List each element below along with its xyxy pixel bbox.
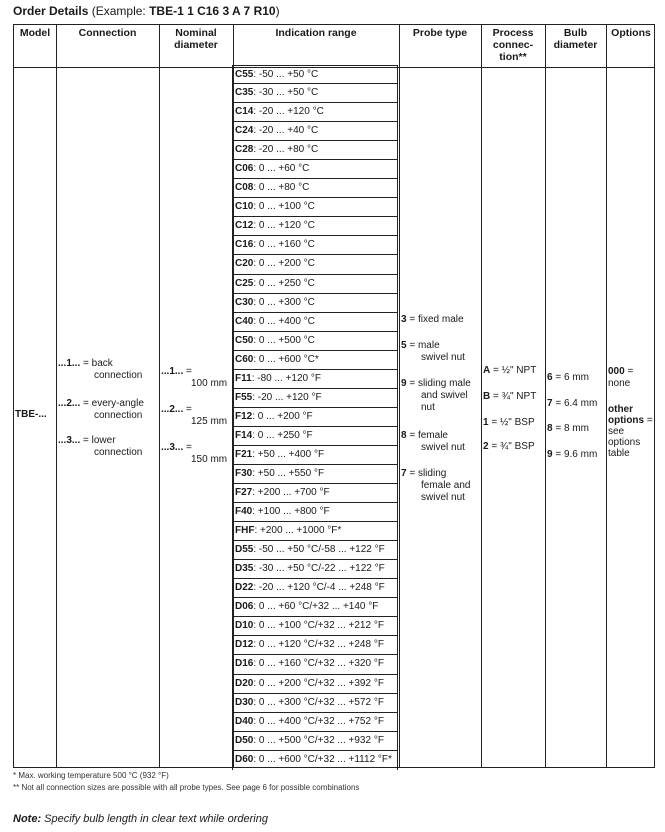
probe-code: 9 xyxy=(401,378,407,389)
range-text: : 0 ... +500 °C xyxy=(253,334,315,346)
probe-desc: nut xyxy=(421,402,435,413)
range-text: : 0 ... +500 °C/+32 ... +932 °F xyxy=(253,734,384,746)
range-text: : 0 ... +250 °C xyxy=(253,277,315,289)
bulb-code: 7 xyxy=(547,398,553,409)
range-row xyxy=(232,675,398,694)
range-row xyxy=(232,217,398,236)
range-code: C25 xyxy=(235,277,254,289)
range-row xyxy=(232,179,398,198)
probe-option-9 xyxy=(401,378,471,414)
header-nominal-line1: Nominal xyxy=(175,27,217,39)
range-text: : 0 ... +60 °C xyxy=(253,163,310,175)
range-text: : -30 ... +50 °C/-22 ... +122 °F xyxy=(253,563,385,575)
range-text: : -20 ... +40 °C xyxy=(253,125,319,137)
range-row xyxy=(232,446,398,465)
range-text: : -80 ... +120 °F xyxy=(251,372,321,384)
title-label: Order Details xyxy=(13,4,89,18)
range-code: F27 xyxy=(235,487,253,499)
nominal-code: ...2... xyxy=(161,404,184,415)
col-divider xyxy=(481,25,482,767)
range-code: D16 xyxy=(235,658,254,670)
probe-option-7 xyxy=(401,468,470,504)
range-code: C10 xyxy=(235,201,254,213)
bulb-option-7 xyxy=(547,398,597,410)
range-text: : 0 ... +160 °C/+32 ... +320 °F xyxy=(253,658,384,670)
bulb-desc: = 6 mm xyxy=(552,372,589,383)
probe-desc: = fixed male xyxy=(409,314,464,325)
range-code: C30 xyxy=(235,296,254,308)
range-text: : 0 ... +200 °C/+32 ... +392 °F xyxy=(253,677,384,689)
range-row xyxy=(232,617,398,636)
bulb-code: 6 xyxy=(547,372,553,383)
nominal-value: 150 mm xyxy=(191,454,228,465)
range-text: : 0 ... +300 °C/+32 ... +572 °F xyxy=(253,696,384,708)
nominal-eq: = xyxy=(183,442,192,453)
options-eq: = xyxy=(624,366,634,377)
range-text: : +100 ... +800 °F xyxy=(252,506,330,518)
col-divider xyxy=(56,25,57,767)
range-row xyxy=(232,598,398,617)
range-code: D12 xyxy=(235,639,254,651)
nominal-eq: = xyxy=(183,404,192,415)
header-process-line3: tion** xyxy=(499,51,527,63)
nominal-option-1 xyxy=(161,366,227,390)
range-text: : +50 ... +550 °F xyxy=(252,467,325,479)
bulb-option-9 xyxy=(547,449,597,461)
range-code: C40 xyxy=(235,315,254,327)
range-text: : -50 ... +50 °C xyxy=(253,69,319,80)
order-details-title xyxy=(13,4,280,18)
bulb-option-6 xyxy=(547,372,589,384)
range-text: : 0 ... +120 °C xyxy=(253,220,315,232)
options-other xyxy=(608,404,653,459)
range-text: : 0 ... +600 °C* xyxy=(253,353,319,365)
range-row xyxy=(232,560,398,579)
range-row xyxy=(232,275,398,294)
connection-code: ...1... xyxy=(58,358,81,369)
range-code: D22 xyxy=(235,582,254,594)
ordering-note xyxy=(13,813,268,825)
nominal-option-2 xyxy=(161,404,227,428)
range-code: F21 xyxy=(235,448,253,460)
range-row xyxy=(232,541,398,560)
range-row xyxy=(232,84,398,103)
range-code: C55 xyxy=(235,69,254,80)
connection-desc-2: connection xyxy=(94,447,143,458)
process-option-1 xyxy=(483,417,535,429)
range-code: F40 xyxy=(235,506,253,518)
range-code: D50 xyxy=(235,734,254,746)
connection-option-3 xyxy=(58,435,142,459)
range-row xyxy=(232,255,398,274)
probe-desc: and swivel xyxy=(421,390,468,401)
range-row xyxy=(232,122,398,141)
col-divider xyxy=(545,25,546,767)
range-code: D10 xyxy=(235,620,254,632)
range-text: : 0 ... +600 °C/+32 ... +1112 °F* xyxy=(253,753,392,765)
range-code: C14 xyxy=(235,106,254,118)
header-probe: Probe type xyxy=(412,27,468,39)
probe-code: 8 xyxy=(401,430,407,441)
range-code: D60 xyxy=(235,753,254,765)
range-text: : -20 ... +120 °F xyxy=(252,391,322,403)
range-code: D40 xyxy=(235,715,254,727)
options-eq: = xyxy=(644,415,653,426)
range-text: : 0 ... +120 °C/+32 ... +248 °F xyxy=(253,639,384,651)
range-code: C24 xyxy=(235,125,254,137)
range-text: : +50 ... +400 °F xyxy=(252,448,325,460)
probe-desc: = female xyxy=(409,430,448,441)
connection-desc: = back xyxy=(80,358,113,369)
range-row xyxy=(232,141,398,160)
probe-desc: swivel nut xyxy=(421,442,465,453)
probe-option-8 xyxy=(401,430,465,454)
header-process-line2: connec- xyxy=(492,39,534,51)
range-code: D06 xyxy=(235,601,254,613)
range-row xyxy=(232,408,398,427)
range-text: : -20 ... +120 °C/-4 ... +248 °F xyxy=(253,582,385,594)
range-row xyxy=(232,579,398,598)
header-range: Indication range xyxy=(275,27,357,39)
range-code: C20 xyxy=(235,258,254,270)
range-row xyxy=(232,427,398,446)
range-row xyxy=(232,732,398,751)
range-row xyxy=(232,370,398,389)
range-text: : +200 ... +700 °F xyxy=(252,487,330,499)
range-row xyxy=(232,713,398,732)
process-option-b xyxy=(483,391,536,403)
range-code: C28 xyxy=(235,144,254,156)
range-text: : -30 ... +50 °C xyxy=(253,87,319,99)
header-bulb xyxy=(545,27,606,51)
connection-code: ...3... xyxy=(58,435,81,446)
probe-code: 3 xyxy=(401,314,407,325)
range-row xyxy=(232,484,398,503)
header-nominal-line2: diameter xyxy=(174,39,218,51)
range-text: : 0 ... +160 °C xyxy=(253,239,315,251)
probe-desc: = sliding xyxy=(409,468,447,479)
range-text: : 0 ... +100 °C/+32 ... +212 °F xyxy=(253,620,384,632)
options-code: other xyxy=(608,404,633,415)
header-connection: Connection xyxy=(78,27,137,39)
range-code: F30 xyxy=(235,467,253,479)
range-code: C08 xyxy=(235,182,254,194)
col-divider xyxy=(159,25,160,767)
title-example-prefix: (Example: xyxy=(91,4,150,18)
options-desc: none xyxy=(608,378,631,389)
range-text: : 0 ... +250 °F xyxy=(252,429,313,441)
range-code: C06 xyxy=(235,163,254,175)
process-desc: = ½" NPT xyxy=(490,365,537,376)
probe-desc: female and xyxy=(421,480,471,491)
range-row xyxy=(232,655,398,674)
options-desc: see xyxy=(608,426,625,437)
range-row xyxy=(232,294,398,313)
range-row xyxy=(232,103,398,122)
header-bulb-line1: Bulb xyxy=(563,27,588,39)
footnote-1: * Max. working temperature 500 °C (932 °F) xyxy=(13,771,169,780)
range-row xyxy=(232,65,398,84)
range-row xyxy=(232,351,398,370)
connection-desc: = lower xyxy=(80,435,116,446)
range-code: D55 xyxy=(235,544,254,556)
range-row xyxy=(232,160,398,179)
range-row xyxy=(232,522,398,541)
probe-code: 5 xyxy=(401,340,407,351)
range-text: : 0 ... +400 °C/+32 ... +752 °F xyxy=(253,715,384,727)
process-desc: = ½" BSP xyxy=(488,417,535,428)
range-text: : 0 ... +60 °C/+32 ... +140 °F xyxy=(253,601,379,613)
range-text: : 0 ... +400 °C xyxy=(253,315,315,327)
probe-desc: = male xyxy=(409,340,440,351)
options-desc: options xyxy=(608,437,641,448)
header-process xyxy=(481,27,545,63)
probe-option-5 xyxy=(401,340,465,364)
nominal-value: 125 mm xyxy=(191,416,228,427)
range-text: : 0 ... +200 °F xyxy=(252,410,313,422)
range-row xyxy=(232,636,398,655)
process-code: B xyxy=(483,391,491,402)
bulb-desc: = 9.6 mm xyxy=(552,449,598,460)
probe-desc: = sliding male xyxy=(409,378,471,389)
probe-option-3 xyxy=(401,314,464,326)
header-options: Options xyxy=(611,27,651,39)
options-code: 000 xyxy=(608,366,625,377)
options-none xyxy=(608,366,633,390)
probe-desc: swivel nut xyxy=(421,352,465,363)
bulb-desc: = 8 mm xyxy=(552,423,589,434)
connection-code: ...2... xyxy=(58,398,81,409)
range-row xyxy=(232,198,398,217)
range-row xyxy=(232,332,398,351)
range-row xyxy=(232,313,398,332)
process-code: A xyxy=(483,365,491,376)
range-row xyxy=(232,236,398,255)
options-desc: table xyxy=(608,448,630,459)
process-desc: = ¾" BSP xyxy=(488,441,535,452)
bulb-option-8 xyxy=(547,423,589,435)
range-code: C12 xyxy=(235,220,254,232)
title-example-close: ) xyxy=(275,4,280,18)
nominal-code: ...1... xyxy=(161,366,184,377)
range-text: : 0 ... +80 °C xyxy=(253,182,310,194)
range-text: : 0 ... +100 °C xyxy=(253,201,315,213)
range-code: FHF xyxy=(235,525,255,537)
connection-option-1 xyxy=(58,358,142,382)
range-text: : -20 ... +120 °C xyxy=(253,106,324,118)
process-option-a xyxy=(483,365,536,377)
note-label: Note: xyxy=(13,813,42,825)
range-row xyxy=(232,465,398,484)
col-divider xyxy=(606,25,607,767)
bulb-code: 9 xyxy=(547,449,553,460)
nominal-value: 100 mm xyxy=(191,378,228,389)
col-divider xyxy=(399,25,400,767)
bulb-code: 8 xyxy=(547,423,553,434)
title-example-code: TBE-1 1 C16 3 A 7 R10 xyxy=(149,4,276,18)
range-row xyxy=(232,389,398,408)
range-code: F11 xyxy=(235,372,252,384)
range-row xyxy=(232,503,398,522)
range-code: D20 xyxy=(235,677,254,689)
note-text: Specify bulb length in clear text while ordering xyxy=(41,813,268,825)
connection-desc-2: connection xyxy=(94,370,143,381)
connection-desc: = every-angle xyxy=(80,398,144,409)
nominal-option-3 xyxy=(161,442,227,466)
footnote-2: ** Not all connection sizes are possible with all probe types. See page 6 for possible combinations xyxy=(13,783,360,792)
range-row xyxy=(232,751,398,770)
range-code: F55 xyxy=(235,391,253,403)
nominal-code: ...3... xyxy=(161,442,184,453)
process-option-2 xyxy=(483,441,535,453)
nominal-eq: = xyxy=(183,366,192,377)
process-desc: = ¾" NPT xyxy=(490,391,537,402)
connection-option-2 xyxy=(58,398,144,422)
model-code: TBE-... xyxy=(15,409,47,420)
range-text: : -20 ... +80 °C xyxy=(253,144,319,156)
range-text: : 0 ... +300 °C xyxy=(253,296,315,308)
connection-desc-2: connection xyxy=(94,410,143,421)
range-code: D30 xyxy=(235,696,254,708)
bulb-desc: = 6.4 mm xyxy=(552,398,598,409)
process-code: 2 xyxy=(483,441,489,452)
indication-range-list xyxy=(232,65,398,770)
range-code: F12 xyxy=(235,410,253,422)
range-code: C35 xyxy=(235,87,254,99)
range-code: F14 xyxy=(235,429,253,441)
range-row xyxy=(232,694,398,713)
range-text: : -50 ... +50 °C/-58 ... +122 °F xyxy=(253,544,385,556)
probe-desc: swivel nut xyxy=(421,492,465,503)
range-code: D35 xyxy=(235,563,254,575)
range-text: : +200 ... +1000 °F* xyxy=(254,525,342,537)
range-code: C16 xyxy=(235,239,254,251)
range-code: C60 xyxy=(235,353,254,365)
header-model: Model xyxy=(19,27,51,39)
header-bulb-line2: diameter xyxy=(553,39,598,51)
header-nominal xyxy=(159,27,233,51)
options-code: options xyxy=(608,415,645,426)
probe-code: 7 xyxy=(401,468,407,479)
range-text: : 0 ... +200 °C xyxy=(253,258,315,270)
header-process-line1: Process xyxy=(492,27,534,39)
process-code: 1 xyxy=(483,417,489,428)
range-code: C50 xyxy=(235,334,254,346)
